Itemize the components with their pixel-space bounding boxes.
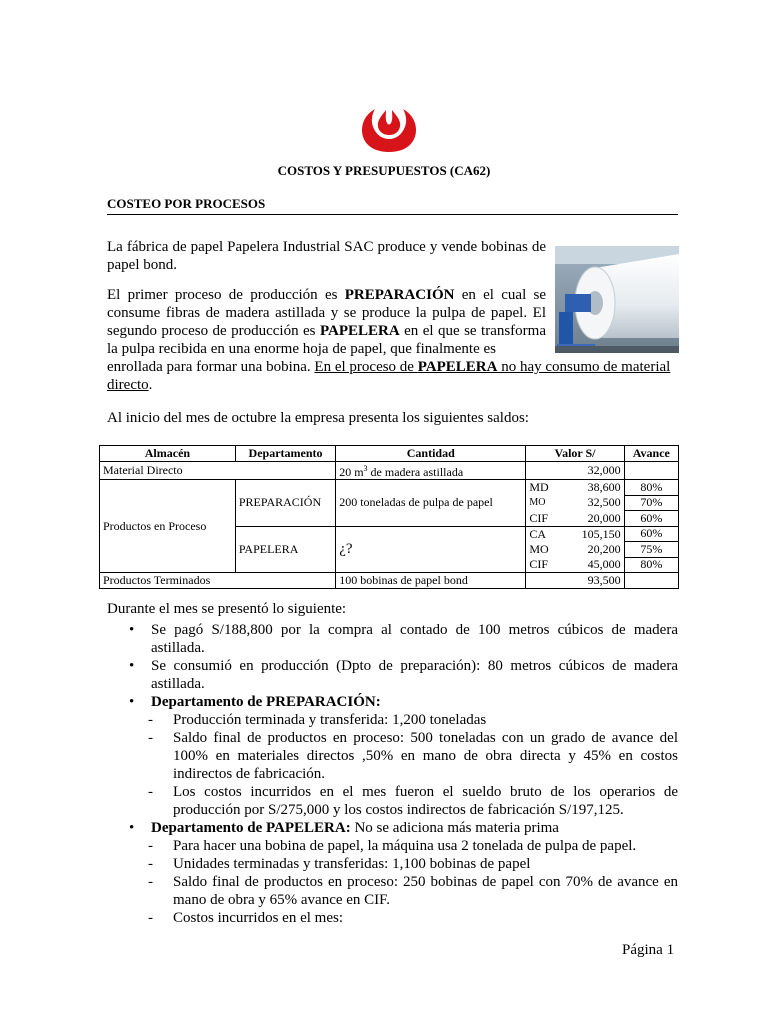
document-title: COSTOS Y PRESUPUESTOS (CA62) xyxy=(277,163,491,178)
prep-dept: PREPARACIÓN xyxy=(235,480,335,527)
material-valor: 32,000 xyxy=(526,462,624,480)
table-row xyxy=(100,573,679,589)
finished-valor: 93,500 xyxy=(526,573,624,589)
list-item: • Departamento de PREPARACIÓN: xyxy=(129,694,381,710)
intro-paragraph: La fábrica de papel Papelera Industrial SAC produce y vende bobinas de papel bond. xyxy=(107,239,546,273)
header-cantidad: Cantidad xyxy=(336,446,526,462)
finished-cantidad: 100 bobinas de papel bond xyxy=(336,573,526,589)
sub-list-item: - Unidades terminadas y transferidas: 1,100 bobinas de papel xyxy=(148,856,531,872)
events-list xyxy=(107,621,678,927)
sub-list-item: - Los costos incurridos en el mes fueron el sueldo bruto de los operarios de producción por S/275,000 y los costos indirectos de fabricación S/197,125. xyxy=(148,784,678,818)
balances-intro: Al inicio del mes de octubre la empresa presenta los siguientes saldos: xyxy=(107,410,529,426)
list-item: • Se consumió en producción (Dpto de preparación): 80 metros cúbicos de madera astillada. xyxy=(129,658,678,692)
table-row: Productos en Proceso PREPARACIÓN 200 toneladas de pulpa de papel MD 38,600 80% xyxy=(100,480,679,496)
table-row: MO 32,500 70% xyxy=(100,495,679,511)
material-almacen: Material Directo xyxy=(100,462,236,480)
paper-roll-photo xyxy=(555,246,679,353)
table-row: MO 20,200 75% xyxy=(100,542,679,558)
process-paragraph: El primer proceso de producción es PREPARACIÓN en el cual se consume fibras de madera astillada y se produce la pulpa de papel. El segundo proceso de producción es PAPELERA en el que se transforma la pulpa recibida en una enorme hoja de papel, que finalmente es xyxy=(107,287,547,357)
initial-balances-table xyxy=(99,445,679,589)
papelera-dept: PAPELERA xyxy=(235,526,335,573)
list-item: • Departamento de PAPELERA: No se adiciona más materia prima xyxy=(129,820,559,836)
table-row: CIF 20,000 60% xyxy=(100,511,679,527)
section-heading: COSTEO POR PROCESOS xyxy=(107,196,266,211)
header-almacen: Almacén xyxy=(100,446,236,462)
header-avance: Avance xyxy=(624,446,678,462)
sub-list-item: - Saldo final de productos en proceso: 500 toneladas con un grado de avance del 100% en materiales directos ,50% en mano de obra directa y 45% en costos indirectos de fabricación. xyxy=(148,730,678,782)
table-row: PAPELERA ¿? CA 105,150 60% xyxy=(100,526,679,542)
sub-list-item: - Para hacer una bobina de papel, la máquina usa 2 tonelada de pulpa de papel. xyxy=(148,838,637,854)
university-flame-logo xyxy=(359,106,419,154)
sub-list-item: - Producción terminada y transferida: 1,200 toneladas xyxy=(148,712,487,728)
header-valor: Valor S/ xyxy=(526,446,624,462)
header-departamento: Departamento xyxy=(235,446,335,462)
papelera-cantidad: ¿? xyxy=(336,526,526,573)
wip-label: Productos en Proceso xyxy=(100,480,236,573)
material-cantidad: 20 $m^3$ de madera astillada xyxy=(336,462,526,480)
page-number: Página 1 xyxy=(622,942,675,958)
prep-cantidad: 200 toneladas de pulpa de papel xyxy=(336,480,526,527)
table-row: CIF 45,000 80% xyxy=(100,557,679,573)
process-paragraph-end: enrollada para formar una bobina. En el proceso de PAPELERA no hay consumo de material directo. xyxy=(107,359,671,393)
sub-list-item: - Saldo final de productos en proceso: 250 bobinas de papel con 70% de avance en mano de obra y 65% avance en CIF. xyxy=(148,874,678,908)
finished-almacen: Productos Terminados xyxy=(100,573,236,589)
during-month-heading: Durante el mes se presentó lo siguiente: xyxy=(107,601,347,617)
sub-list-item: - Costos incurridos en el mes: xyxy=(148,910,343,926)
table-row xyxy=(100,462,679,480)
table-header-row xyxy=(100,446,679,462)
list-item: • Se pagó S/188,800 por la compra al contado de 100 metros cúbicos de madera astillada. xyxy=(129,622,678,656)
heading-divider xyxy=(107,214,678,215)
